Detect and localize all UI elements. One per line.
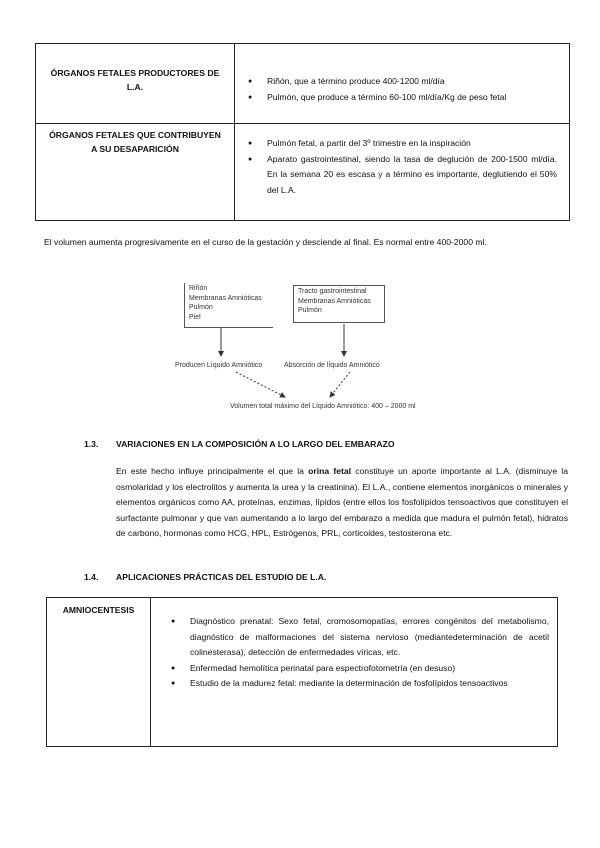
amniocentesis-header-cell <box>47 598 151 747</box>
produce-label: Producen Líquido Amniótico <box>175 362 263 369</box>
organ-label: Piel <box>189 313 201 321</box>
organ-label: Riñón <box>189 285 208 292</box>
dotted-arrow-left <box>236 372 285 397</box>
paragraph-bold-term: orina fetal <box>308 466 352 476</box>
amniocentesis-header: AMNIOCENTESIS <box>62 605 135 615</box>
table-row <box>47 598 558 747</box>
section-title: APLICACIONES PRÁCTICAS DEL ESTUDIO DE L.A. <box>116 572 327 582</box>
organ-label: Membranas Amnióticas <box>189 294 262 302</box>
volume-paragraph: El volumen aumenta progresivamente en el curso de la gestación y desciende al final. Es normal entre 400-2000 ml. <box>44 237 487 247</box>
paragraph-text: En este hecho influye principalmente el que la <box>116 466 309 476</box>
list-item: ● Pulmón fetal, a partir del 3º trimestre en la inspiración <box>243 136 557 152</box>
amniocentesis-list-cell <box>151 598 558 747</box>
list-item: ● Enfermedad hemolítica perinatal para espectrofotometría (en desuso) <box>166 661 549 677</box>
total-volume-label: Volumen total máximo del Líquido Amniótico: 400 – 2000 ml <box>230 403 416 410</box>
disappearance-header: ÓRGANOS FETALES QUE CONTRIBUYEN A SU DESAPARICIÓN <box>49 130 221 154</box>
organ-label: Tracto gastrointestinal <box>298 288 367 295</box>
amniocentesis-list <box>151 598 557 692</box>
list-item: ● Riñón, que a término produce 400-1200 ml/día <box>243 74 559 90</box>
section-number: 1.4. <box>84 572 99 582</box>
organ-label: Membranas Amnióticas <box>298 297 371 305</box>
list-item: ● Pulmón, que produce a término 60-100 ml/día/Kg de peso fetal <box>243 90 559 106</box>
list-item: ● Aparato gastrointestinal, siendo la tasa de deglución de 200-1500 ml/día. En la semana 20 es escasa y a término es importante, deglutiendo el 50% del L.A. <box>243 152 557 199</box>
organ-label: Pulmón <box>189 304 213 311</box>
list-item: ● Diagnóstico prenatal: Sexo fetal, cromosomopatías, errores congénitos del metabolismo, diagnóstico de malformaciones del sistema nervioso (mediantedeterminación de acetil colinesterasa), detección de enfermedades víricas, etc. <box>166 614 549 661</box>
section-title: VARIACIONES EN LA COMPOSICIÓN A LO LARGO DEL EMBARAZO <box>116 439 395 449</box>
organ-label: Pulmón <box>298 307 322 314</box>
composition-paragraph <box>116 464 568 542</box>
absorb-label: Absorción de líquido Amniótico <box>284 362 380 369</box>
list-item: ● Estudio de la madurez fetal: mediante la determinación de fosfolípidos tensoactivos <box>166 676 549 692</box>
producers-header: ÓRGANOS FETALES PRODUCTORES DE L.A. <box>50 68 220 92</box>
dotted-arrow-right <box>330 372 350 397</box>
amniocentesis-table <box>46 597 558 747</box>
section-number: 1.3. <box>84 439 99 449</box>
paragraph-text: constituye un aporte importante al L.A. (disminuye la osmolaridad y los electrolitos y aumenta la urea y la creatinina). El L.A., contiene elementos inorgánicos o minerales y elementos orgánicos como AA, proteínas, enzimas, lípidos (entre ellos los fosfolípidos tensoactivos que constituyen el surfactante pulmonar y que van aumentando a lo largo del embarazo a medida que madura el pulmón fetal), hidratos de carbono, hormonas como HCG, HPL, Estrógenos, PRL, corticoides, testosterona etc. <box>116 466 568 538</box>
